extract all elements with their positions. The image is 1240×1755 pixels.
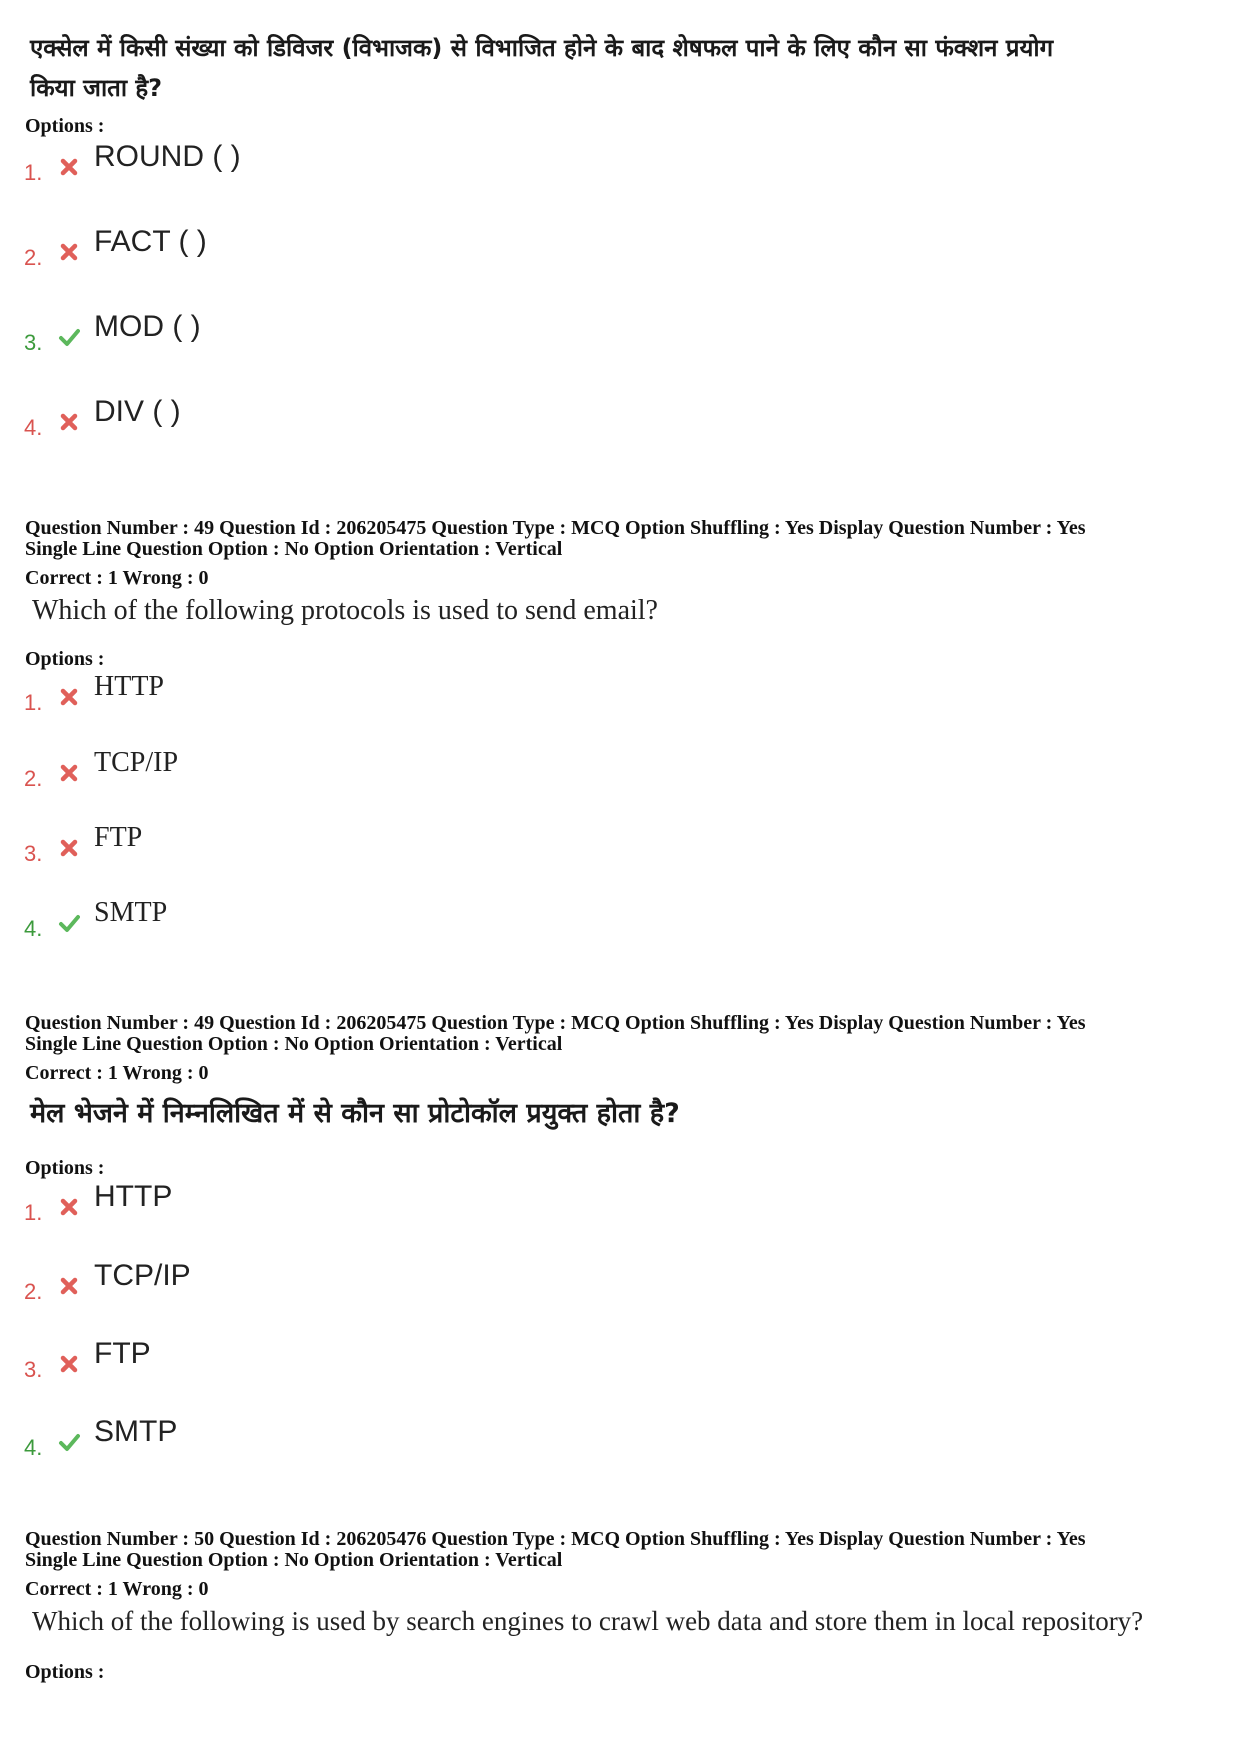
option-text: SMTP: [94, 897, 168, 928]
option-2: [24, 225, 207, 269]
cross-icon: [58, 1275, 80, 1297]
option-2: [24, 1259, 191, 1303]
meta-line-1: Question Number : 49 Question Id : 206205475 Question Type : MCQ Option Shuffling : Yes Display Question Number : Yes: [25, 1012, 1086, 1034]
question-meta: [25, 1529, 1085, 1571]
option-number: 3.: [24, 1357, 43, 1382]
option-number: 4.: [24, 1435, 43, 1460]
cross-icon: [58, 686, 80, 708]
meta-line-2: Single Line Question Option : No Option Orientation : Vertical: [25, 1549, 563, 1571]
cross-icon: [58, 837, 80, 859]
cross-icon: [58, 156, 80, 178]
cross-icon: [58, 1196, 80, 1218]
option-3: [24, 310, 201, 354]
option-text: ROUND ( ): [94, 140, 241, 173]
score-line: Correct : 1 Wrong : 0: [25, 1062, 209, 1084]
option-text: DIV ( ): [94, 395, 181, 428]
meta-line-2: Single Line Question Option : No Option Orientation : Vertical: [25, 538, 563, 560]
option-number: 2.: [24, 245, 43, 270]
meta-line-1: Question Number : 49 Question Id : 206205475 Question Type : MCQ Option Shuffling : Yes Display Question Number : Yes: [25, 517, 1086, 539]
option-text: HTTP: [94, 1180, 173, 1213]
option-1: [24, 670, 164, 714]
question-line-1: एक्सेल में किसी संख्या को डिविजर (विभाजक) से विभाजित होने के बाद शेषफल पाने के लिए कौन सा फंक्शन प्रयोग: [30, 34, 1054, 62]
option-4: [24, 896, 167, 940]
question-text: Which of the following is used by search engines to crawl web data and store them in local repository?: [32, 1606, 1144, 1636]
option-number: 3.: [24, 841, 43, 866]
option-text: MOD ( ): [94, 310, 201, 343]
check-icon: [58, 326, 80, 348]
option-text: FACT ( ): [94, 225, 207, 258]
option-3: [24, 1337, 151, 1381]
option-4: [24, 395, 181, 439]
options-label: Options :: [25, 1661, 105, 1683]
option-text: TCP/IP: [94, 747, 179, 778]
cross-icon: [58, 762, 80, 784]
option-number: 3.: [24, 330, 43, 355]
options-label: Options :: [25, 1157, 105, 1179]
option-number: 2.: [24, 766, 43, 791]
option-number: 1.: [24, 1200, 43, 1225]
cross-icon: [58, 241, 80, 263]
meta-line-1: Question Number : 50 Question Id : 206205476 Question Type : MCQ Option Shuffling : Yes Display Question Number : Yes: [25, 1528, 1086, 1550]
option-2: [24, 746, 178, 790]
question-text-hindi-excel: [30, 28, 1220, 108]
option-1: [24, 140, 241, 184]
options-label: Options :: [25, 648, 105, 670]
question-text: Which of the following protocols is used to send email?: [32, 595, 658, 626]
option-text: TCP/IP: [94, 1259, 191, 1292]
option-text: SMTP: [94, 1415, 178, 1448]
cross-icon: [58, 411, 80, 433]
meta-line-2: Single Line Question Option : No Option Orientation : Vertical: [25, 1033, 563, 1055]
score-line: Correct : 1 Wrong : 0: [25, 567, 209, 589]
option-number: 1.: [24, 690, 43, 715]
option-text: FTP: [94, 1337, 151, 1370]
option-number: 4.: [24, 415, 43, 440]
option-4: [24, 1415, 177, 1459]
cross-icon: [58, 1353, 80, 1375]
option-number: 4.: [24, 916, 43, 941]
options-label: Options :: [25, 115, 105, 137]
option-number: 2.: [24, 1279, 43, 1304]
question-meta: [25, 518, 1085, 560]
option-text: HTTP: [94, 671, 164, 702]
question-line-2: किया जाता है?: [30, 74, 163, 102]
check-icon: [58, 912, 80, 934]
option-1: [24, 1180, 172, 1224]
question-meta: [25, 1013, 1085, 1055]
question-text-hindi: मेल भेजने में निम्नलिखित में से कौन सा प्रोटोकॉल प्रयुक्त होता है?: [30, 1098, 680, 1129]
score-line: Correct : 1 Wrong : 0: [25, 1578, 209, 1600]
option-3: [24, 821, 142, 865]
check-icon: [58, 1431, 80, 1453]
option-text: FTP: [94, 822, 143, 853]
option-number: 1.: [24, 160, 43, 185]
